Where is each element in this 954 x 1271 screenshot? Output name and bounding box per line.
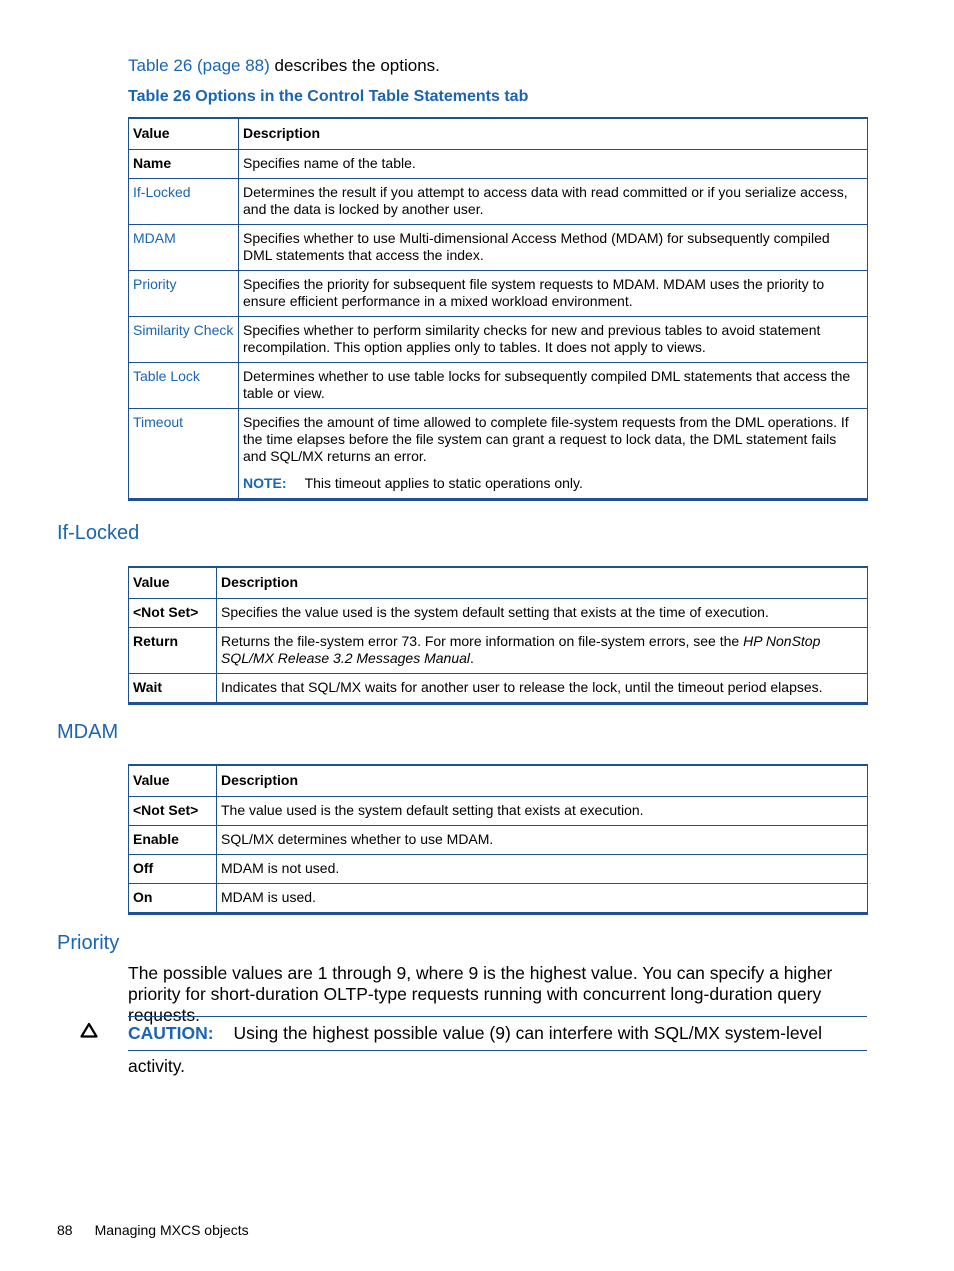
row-description: Specifies name of the table.	[239, 150, 868, 179]
header-description: Description	[217, 765, 868, 797]
mdam-heading: MDAM	[57, 721, 119, 743]
row-description: Indicates that SQL/MX waits for another user to release the lock, until the timeout period elapses.	[217, 674, 868, 704]
table-26-caption: Table 26 Options in the Control Table Statements tab	[128, 88, 529, 105]
intro-text	[128, 56, 440, 76]
table-header-row	[129, 567, 868, 599]
if-locked-link[interactable]: If-Locked	[129, 179, 239, 225]
row-value: Return	[129, 628, 217, 674]
row-description: SQL/MX determines whether to use MDAM.	[217, 826, 868, 855]
table-row	[129, 674, 868, 704]
row-description: MDAM is not used.	[217, 855, 868, 884]
row-value: Off	[129, 855, 217, 884]
row-value: <Not Set>	[129, 599, 217, 628]
warning-triangle-icon	[80, 1022, 98, 1038]
row-description: Specifies the priority for subsequent file system requests to MDAM. MDAM uses the priority to ensure efficient performance in a mixed workload environment.	[239, 271, 868, 317]
note-label: NOTE:	[243, 475, 287, 491]
priority-heading: Priority	[57, 932, 120, 954]
row-description: The value used is the system default setting that exists at execution.	[217, 797, 868, 826]
table-header-row	[129, 118, 868, 150]
row-value: Enable	[129, 826, 217, 855]
table-26-link[interactable]: Table 26 (page 88)	[128, 56, 270, 75]
row-description: Specifies whether to use Multi-dimensional Access Method (MDAM) for subsequently compiled DML statements that access the index.	[239, 225, 868, 271]
if-locked-heading: If-Locked	[57, 522, 140, 544]
similarity-check-link[interactable]: Similarity Check	[129, 317, 239, 363]
timeout-description: Specifies the amount of time allowed to complete file-system requests from the DML operations. If the time elapses before the file system can grant a request to lock data, the DML statement fails and SQL/MX returns an error.	[243, 414, 849, 464]
header-description: Description	[239, 118, 868, 150]
table-row	[129, 150, 868, 179]
row-description: MDAM is used.	[217, 884, 868, 914]
row-value: <Not Set>	[129, 797, 217, 826]
timeout-link[interactable]: Timeout	[129, 409, 239, 500]
table-row	[129, 409, 868, 500]
intro-rest: describes the options.	[269, 56, 440, 75]
table-row	[129, 628, 868, 674]
table-row	[129, 363, 868, 409]
caution-text: Using the highest possible value (9) can interfere with SQL/MX system-level activity.	[128, 1023, 823, 1076]
header-value: Value	[129, 567, 217, 599]
mdam-link[interactable]: MDAM	[129, 225, 239, 271]
priority-link[interactable]: Priority	[129, 271, 239, 317]
header-value: Value	[129, 765, 217, 797]
table-row	[129, 855, 868, 884]
return-desc-pre: Returns the file-system error 73. For more information on file-system errors, see the	[221, 633, 744, 649]
footer-title: Managing MXCS objects	[94, 1222, 249, 1238]
table-row	[129, 826, 868, 855]
row-description	[217, 628, 868, 674]
row-description: Specifies whether to perform similarity checks for new and previous tables to avoid statement recompilation. This option applies only to tables. It does not apply to views.	[239, 317, 868, 363]
return-desc-post: .	[470, 650, 474, 666]
row-value: Name	[129, 150, 239, 179]
table-row	[129, 271, 868, 317]
table-row	[129, 884, 868, 914]
header-description: Description	[217, 567, 868, 599]
mdam-table	[128, 764, 868, 915]
header-value: Value	[129, 118, 239, 150]
row-description: Determines the result if you attempt to access data with read committed or if you serialize access, and the data is locked by another user.	[239, 179, 868, 225]
row-description	[239, 409, 868, 500]
caution-label: CAUTION:	[128, 1023, 214, 1043]
page-number: 88	[57, 1222, 73, 1238]
table-lock-link[interactable]: Table Lock	[129, 363, 239, 409]
note	[243, 475, 863, 492]
note-text: This timeout applies to static operations only.	[304, 475, 583, 491]
table-row	[129, 225, 868, 271]
row-value: Wait	[129, 674, 217, 704]
page-footer	[57, 1222, 249, 1238]
table-row	[129, 599, 868, 628]
row-description: Specifies the value used is the system default setting that exists at the time of execution.	[217, 599, 868, 628]
table-row	[129, 179, 868, 225]
row-value: On	[129, 884, 217, 914]
row-description: Determines whether to use table locks for subsequently compiled DML statements that access the table or view.	[239, 363, 868, 409]
table-header-row	[129, 765, 868, 797]
caution-box	[128, 1016, 867, 1076]
manual-title: HP NonStop SQL/MX Release 3.2 Messages Manual	[221, 633, 821, 666]
priority-paragraph: The possible values are 1 through 9, where 9 is the highest value. You can specify a higher priority for short-duration OLTP-type requests running with concurrent long-duration query requests.	[128, 963, 833, 1025]
table-row	[129, 797, 868, 826]
table-row	[129, 317, 868, 363]
options-table	[128, 117, 868, 501]
if-locked-table	[128, 566, 868, 705]
